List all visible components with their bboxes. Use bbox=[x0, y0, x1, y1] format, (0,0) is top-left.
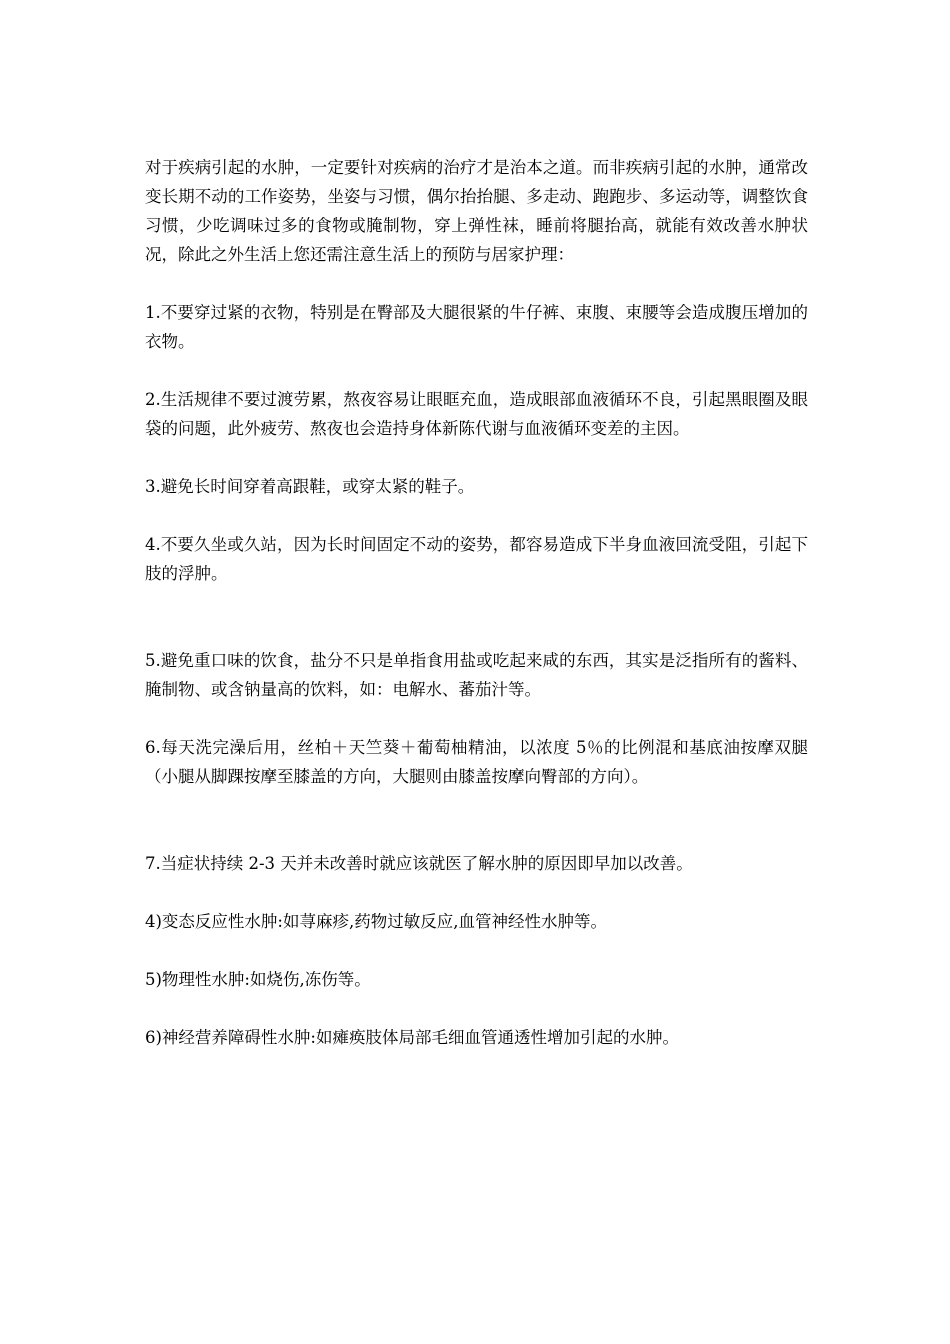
tip-paragraph-6: 6.每天洗完澡后用，丝柏＋天竺葵＋葡萄柚精油，以浓度 5％的比例混和基底油按摩双腿（小腿从脚踝按摩至膝盖的方向，大腿则由膝盖按摩向臀部的方向）。 bbox=[145, 738, 808, 786]
edema-type-4: 4)变态反应性水肿:如荨麻疹,药物过敏反应,血管神经性水肿等。 bbox=[145, 912, 607, 931]
tip-paragraph-7: 7.当症状持续 2-3 天并未改善时就应该就医了解水肿的原因即早加以改善。 bbox=[145, 854, 693, 873]
tip-paragraph-2: 2.生活规律不要过渡劳累，熬夜容易让眼眶充血，造成眼部血液循环不良，引起黑眼圈及眼袋的问题，此外疲劳、熬夜也会造持身体新陈代谢与血液循环变差的主因。 bbox=[145, 390, 808, 438]
tip-paragraph-4: 4.不要久坐或久站，因为长时间固定不动的姿势，都容易造成下半身血液回流受阻，引起下肢的浮肿。 bbox=[145, 535, 808, 583]
edema-type-5: 5)物理性水肿:如烧伤,冻伤等。 bbox=[145, 970, 371, 989]
edema-type-6: 6)神经营养障碍性水肿:如瘫痪肢体局部毛细血管通透性增加引起的水肿。 bbox=[145, 1028, 679, 1047]
tip-paragraph-3: 3.避免长时间穿着高跟鞋，或穿太紧的鞋子。 bbox=[145, 477, 475, 496]
intro-paragraph: 对于疾病引起的水肿，一定要针对疾病的治疗才是治本之道。而非疾病引起的水肿，通常改变长期不动的工作姿势，坐姿与习惯，偶尔抬抬腿、多走动、跑跑步、多运动等，调整饮食习惯，少吃调味过多的食物或腌制物，穿上弹性袜，睡前将腿抬高，就能有效改善水肿状况，除此之外生活上您还需注意生活上的预防与居家护理： bbox=[145, 158, 808, 264]
document-body bbox=[145, 153, 808, 1052]
tip-paragraph-5: 5.避免重口味的饮食，盐分不只是单指食用盐或吃起来咸的东西，其实是泛指所有的酱料、腌制物、或含钠量高的饮料，如：电解水、蕃茄汁等。 bbox=[145, 651, 808, 699]
tip-paragraph-1: 1.不要穿过紧的衣物，特别是在臀部及大腿很紧的牛仔裤、束腹、束腰等会造成腹压增加的衣物。 bbox=[145, 303, 808, 351]
